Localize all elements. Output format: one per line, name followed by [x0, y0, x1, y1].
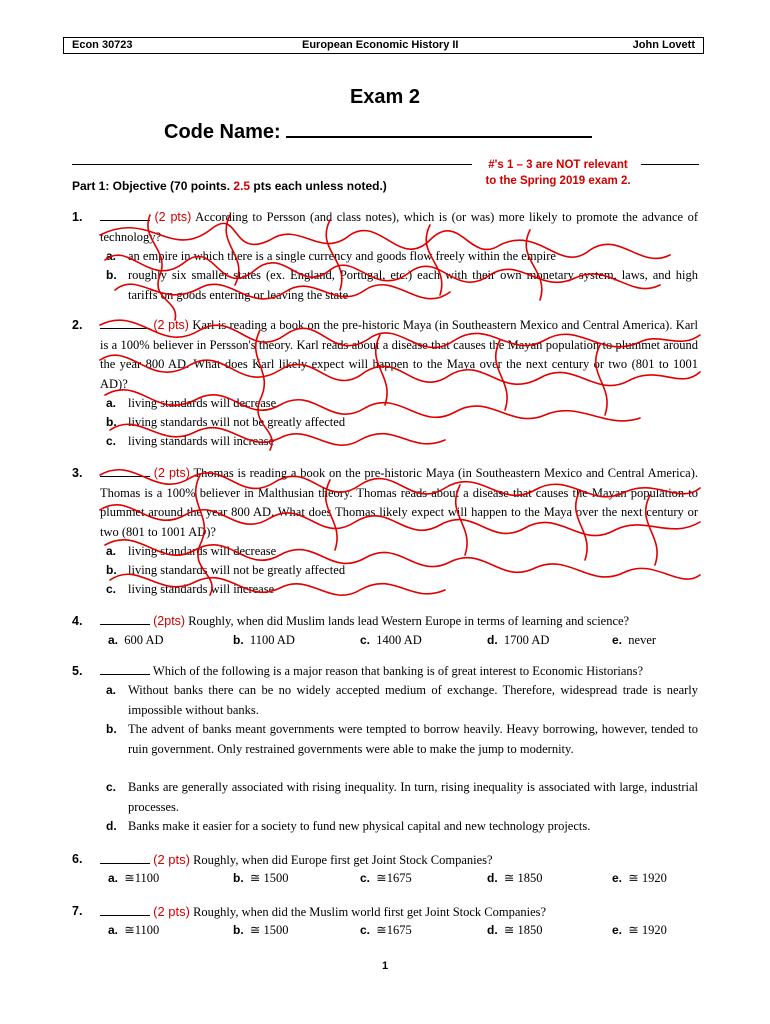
question-text: Which of the following is a major reason that banking is of great interest to Economic Historians? [150, 664, 644, 678]
choice-letter: b. [233, 871, 244, 885]
option-letter: a. [106, 683, 117, 697]
option-text: The advent of banks meant governments were tempted to borrow heavily. Heavy borrowing, however, tended to ruin government. Only restrained governments were able to make the jump to modernity. [128, 722, 698, 756]
choice-text: ≅1100 [124, 871, 160, 885]
choice-letter: b. [233, 923, 244, 937]
course-label: Econ 30723 [72, 39, 133, 51]
relevance-note [478, 157, 638, 189]
option-text: roughly six smaller states (ex. England, Portugal, etc.) each with their own monetary system, laws, and high tariffs on goods entering or leaving the state [128, 268, 698, 302]
option-text: living standards will increase [128, 582, 275, 596]
exam-title: Exam 2 [349, 86, 421, 108]
choice-text: ≅ 1920 [628, 923, 667, 937]
option-letter: d. [106, 819, 117, 833]
code-name-field [164, 118, 592, 144]
question-number: 3. [72, 466, 83, 480]
question-7 [100, 902, 698, 923]
choice-text: ≅1675 [376, 871, 412, 885]
option-text: living standards will increase [128, 434, 275, 448]
option-5b [106, 720, 698, 759]
choice-text: 1400 AD [376, 633, 422, 647]
choices-row-6 [108, 869, 708, 889]
page-header [63, 37, 704, 54]
question-text: Karl is reading a book on the pre-historic Maya (in Southeastern Mexico and Central America). Karl is a 100% believer in Persson's theory. Karl reads about a disease that causes the Mayan population to plummet around the year 800 AD. What does Karl likely expect will happen to the Maya over the next century or two (801 to 1001 AD)? [100, 318, 699, 391]
option-letter: c. [106, 434, 117, 448]
choice-letter: c. [360, 871, 371, 885]
choice-text: 1700 AD [503, 633, 550, 647]
choice-text: ≅ 1920 [628, 871, 667, 885]
question-text: Thomas is reading a book on the pre-historic Maya (in Southeastern Mexico and Central America). Thomas is a 100% believer in Malthusian theory. Thomas reads about a disease that causes the Mayan population to plummet around the year 800 AD. What does Thomas likely expect will happen to the Maya over the next century or two (801 to 1001 AD)? [100, 466, 699, 539]
question-number: 6. [72, 852, 83, 866]
question-6 [100, 850, 698, 871]
answer-blank [100, 663, 150, 675]
choice-letter: c. [360, 633, 371, 647]
part1-pts: 2.5 [233, 179, 251, 193]
option-text: an empire in which there is a single currency and goods flow freely within the empire [128, 249, 556, 263]
question-number: 2. [72, 318, 83, 332]
option-text: living standards will not be greatly affected [128, 563, 346, 577]
choice-letter: e. [612, 633, 623, 647]
option-letter: a. [106, 544, 117, 558]
option-text: Banks make it easier for a society to fund new physical capital and new technology projects. [128, 819, 591, 833]
choice-text: ≅ 1500 [249, 923, 289, 937]
option-5a [106, 681, 698, 720]
points-label: (2 pts) [154, 210, 192, 224]
choice-letter: d. [487, 923, 498, 937]
author-name: John Lovett [632, 39, 695, 51]
choice-text: ≅ 1850 [503, 871, 543, 885]
question-number: 5. [72, 664, 83, 678]
choice-letter: a. [108, 633, 119, 647]
points-label: (2 pts) [153, 852, 190, 867]
choice-letter: a. [108, 871, 119, 885]
choice-letter: e. [612, 923, 623, 937]
choice-letter: d. [487, 633, 498, 647]
option-text: living standards will not be greatly affected [128, 415, 346, 429]
question-4 [100, 612, 698, 632]
option-3c [106, 580, 698, 600]
relevance-note-line2: to the Spring 2019 exam 2. [485, 175, 631, 187]
points-label: (2 pts) [153, 318, 189, 332]
option-2b [106, 413, 698, 433]
question-text: Roughly, when did Europe first get Joint Stock Companies? [189, 853, 493, 867]
points-label: (2 pts) [153, 466, 190, 480]
choice-text: 600 AD [124, 633, 164, 647]
option-letter: c. [106, 780, 117, 794]
option-letter: c. [106, 582, 117, 596]
answer-blank [100, 317, 150, 329]
answer-blank [100, 465, 150, 477]
choice-text: 1100 AD [249, 633, 295, 647]
option-letter: a. [106, 249, 117, 263]
option-letter: b. [106, 415, 117, 429]
option-5c [106, 778, 698, 817]
option-letter: b. [106, 563, 117, 577]
choice-text: never [628, 633, 657, 647]
question-2 [100, 316, 698, 394]
choice-letter: c. [360, 923, 371, 937]
option-1b [106, 266, 698, 305]
page-number: 1 [381, 960, 389, 972]
option-letter: b. [106, 268, 117, 282]
option-5d [106, 817, 698, 837]
part1-heading [72, 179, 387, 193]
choice-letter: e. [612, 871, 623, 885]
relevance-note-line1: #'s 1 – 3 are NOT relevant [488, 159, 628, 171]
part1-prefix: Part 1: Objective (70 points. [72, 179, 234, 193]
choice-text: ≅1675 [376, 923, 412, 937]
choices-row-4 [108, 631, 708, 651]
question-number: 4. [72, 614, 83, 628]
answer-blank [100, 852, 150, 864]
option-text: Without banks there can be no widely accepted medium of exchange. Therefore, widespread trade is nearly impossible without banks. [128, 683, 698, 717]
option-3b [106, 561, 698, 581]
divider-left [72, 164, 472, 165]
answer-blank [100, 209, 150, 221]
question-5 [100, 662, 698, 682]
option-text: living standards will decrease [128, 544, 277, 558]
option-2a [106, 394, 698, 414]
code-name-blank [286, 118, 592, 138]
answer-blank [100, 613, 150, 625]
points-label: (2pts) [153, 614, 186, 628]
choice-text: ≅ 1500 [249, 871, 289, 885]
choice-letter: b. [233, 633, 244, 647]
option-2c [106, 432, 698, 452]
points-label: (2 pts) [153, 904, 190, 919]
code-name-label: Code Name: [164, 121, 287, 143]
option-text: living standards will decrease [128, 396, 277, 410]
choice-text: ≅ 1850 [503, 923, 543, 937]
question-1 [100, 208, 698, 247]
question-3 [100, 464, 698, 542]
choices-row-7 [108, 921, 708, 941]
choice-letter: a. [108, 923, 119, 937]
question-number: 7. [72, 904, 83, 918]
question-text: Roughly, when did Muslim lands lead Western Europe in terms of learning and science? [185, 614, 630, 628]
answer-blank [100, 904, 150, 916]
question-text: According to Persson (and class notes), which is (or was) more likely to promote the advance of technology? [100, 210, 698, 244]
divider-right [641, 164, 699, 165]
option-1a [106, 247, 698, 267]
option-text: Banks are generally associated with rising inequality. In turn, rising inequality is associated with large, industrial processes. [128, 780, 698, 814]
option-3a [106, 542, 698, 562]
question-number: 1. [72, 210, 83, 224]
question-text: Roughly, when did the Muslim world first get Joint Stock Companies? [189, 905, 547, 919]
option-letter: b. [106, 722, 117, 736]
part1-suffix: pts each unless noted.) [250, 179, 387, 193]
option-letter: a. [106, 396, 117, 410]
choice-letter: d. [487, 871, 498, 885]
course-title: European Economic History II [302, 39, 459, 51]
choice-text: ≅1100 [124, 923, 160, 937]
